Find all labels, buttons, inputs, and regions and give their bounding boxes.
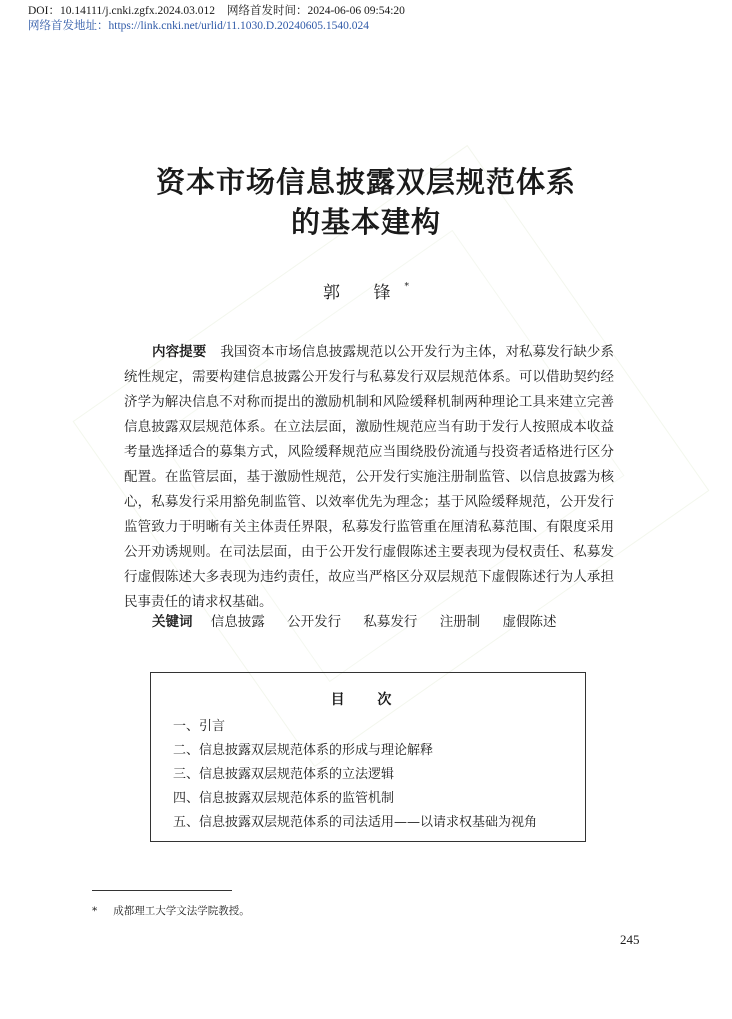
table-of-contents [150, 672, 586, 842]
toc-item: 三、信息披露双层规范体系的立法逻辑 [173, 767, 395, 782]
keyword: 私募发行 [363, 614, 418, 630]
author [0, 278, 732, 303]
footnote-divider [92, 890, 232, 891]
abstract-label: 内容提要 [152, 344, 207, 360]
footnote [92, 903, 250, 918]
footnote-text: 成都理工大学文法学院教授。 [113, 905, 250, 917]
keyword: 信息披露 [210, 614, 265, 630]
article-title-line1: 资本市场信息披露双层规范体系 [155, 165, 576, 199]
doi-text: DOI：10.14111/j.cnki.zgfx.2024.03.012 [28, 5, 215, 17]
first-pub-url[interactable]: 网络首发地址：https://link.cnki.net/urlid/11.1030.D.20240605.1540.024 [28, 20, 370, 32]
page-number: 245 [620, 932, 640, 947]
toc-item: 四、信息披露双层规范体系的监管机制 [173, 791, 395, 806]
toc-title: 目 次 [330, 692, 406, 708]
article-title-line2: 的基本建构 [290, 205, 441, 239]
toc-item: 一、引言 [173, 719, 226, 734]
toc-item: 五、信息披露双层规范体系的司法适用——以请求权基础为视角 [173, 815, 538, 830]
toc-item: 二、信息披露双层规范体系的形成与理论解释 [173, 743, 434, 758]
keyword: 虚假陈述 [502, 614, 557, 630]
abstract-text: 我国资本市场信息披露规范以公开发行为主体，对私募发行缺少系统性规定，需要构建信息披露公开发行与私募发行双层规范体系。可以借助契约经济学为解决信息不对称而提出的激励机制和风险缓释机制两种理论工具来建立完善信息披露双层规范体系。在立法层面，激励性规范应当有助于发行人按照成本收益考量选择适合的募集方式，风险缓释规范应当围绕股份流通与投资者适格进行区分配置。在监管层面，基于激励性规范，公开发行实施注册制监管、以信息披露为核心，私募发行采用豁免制监管、以效率优先为理念；基于风险缓释规范，公开发行监管致力于明晰有关主体责任界限，私募发行监管重在厘清私募范围、有限度采用公开劝诱规则。在司法层面，由于公开发行虚假陈述主要表现为侵权责任、私募发行虚假陈述大多表现为违约责任，故应当严格区分双层规范下虚假陈述行为人承担民事责任的请求权基础。 [124, 344, 614, 610]
abstract [124, 340, 614, 610]
keywords [152, 610, 574, 630]
keywords-label: 关键词 [152, 614, 193, 630]
author-footnote-mark: * [404, 282, 409, 293]
doi-line [28, 4, 405, 18]
author-name: 郭 锋 [323, 283, 405, 303]
first-pub-time: 网络首发时间：2024-06-06 09:54:20 [226, 5, 405, 17]
footnote-mark: * [92, 905, 98, 917]
keyword: 注册制 [439, 614, 481, 630]
keyword: 公开发行 [287, 614, 342, 630]
